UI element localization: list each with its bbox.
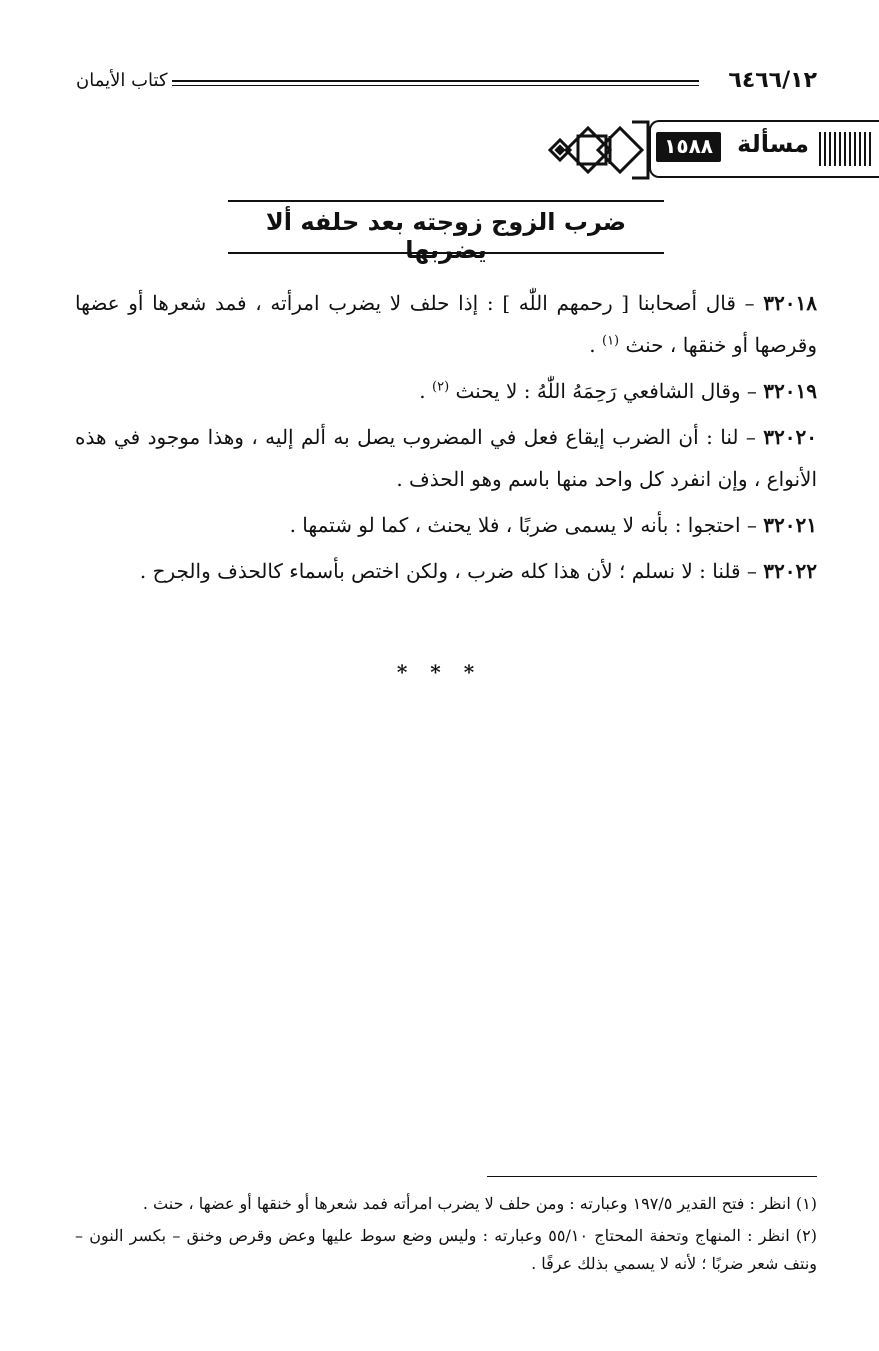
paragraph-number: ٣٢٠١٨ <box>763 291 817 315</box>
footnote: (١) انظر : فتح القدير ١٩٧/٥ وعبارته : ومن حلف لا يضرب امرأته فمد شعرها أو خنقها أو عضها ، حنث . <box>142 1194 817 1213</box>
masala-label: مسألة <box>737 130 809 158</box>
masala-badge <box>649 120 879 178</box>
paragraph-number: ٣٢٠٢٠ <box>763 425 817 449</box>
paragraph <box>75 416 817 500</box>
running-header <box>76 68 817 100</box>
hatch-ornament-icon <box>819 132 871 166</box>
paragraph <box>75 370 817 412</box>
section-title: ضرب الزوج زوجته بعد حلفه ألا يضربها <box>265 208 627 264</box>
paragraph-end: . <box>589 333 602 357</box>
paragraph-number: ٣٢٠١٩ <box>763 379 817 403</box>
paragraph-text: – احتجوا : بأنه لا يسمى ضربًا ، فلا يحنث ، كما لو شتمها . <box>289 513 764 537</box>
masala-number: ١٥٨٨ <box>656 132 721 162</box>
footnote: (٢) انظر : المنهاج وتحفة المحتاج ٥٥/١٠ وعبارته : وليس وضع سوط عليها وعض وقرص وخنق – بكسر النون – ونتف شعر ضربًا ؛ لأنه لا يسمي بذلك عرفًا . <box>75 1226 817 1273</box>
separator-stars: * * * <box>396 660 483 684</box>
paragraph <box>75 504 817 546</box>
footnote-rule <box>487 1176 817 1177</box>
body-text <box>75 282 817 596</box>
paragraph-text: – قلنا : لا نسلم ؛ لأن هذا كله ضرب ، ولكن اختص بأسماء كالحذف والجرح . <box>139 559 764 583</box>
paragraph-number: ٣٢٠٢٢ <box>763 559 817 583</box>
paragraph-text: – قال أصحابنا [ رحمهم اللّٰه ] : إذا حلف لا يضرب امرأته ، فمد شعرها أو عضها وقرصها أو خنقها ، حنث <box>75 291 817 357</box>
header-rule <box>172 80 699 86</box>
page-number: ٦٤٦٦/١٢ <box>728 68 817 93</box>
paragraph-text: – وقال الشافعي رَحِمَهُ اللّٰهُ : لا يحنث <box>449 379 764 403</box>
geometric-ornament-icon <box>548 118 652 182</box>
footnote-ref[interactable]: (٢) <box>432 379 450 395</box>
paragraph <box>75 550 817 592</box>
paragraph-text: – لنا : أن الضرب إيقاع فعل في المضروب يصل به ألم إليه ، وهذا موجود في هذه الأنواع ، وإن انفرد كل واحد منها باسم وهو الحذف . <box>75 425 817 491</box>
book-title: كتاب الأيمان <box>76 70 168 91</box>
paragraph-number: ٣٢٠٢١ <box>763 513 817 537</box>
footnotes <box>75 1190 817 1282</box>
section-title-frame <box>228 200 664 264</box>
paragraph <box>75 282 817 366</box>
footnote-ref[interactable]: (١) <box>601 333 620 349</box>
paragraph-end: . <box>419 379 433 403</box>
